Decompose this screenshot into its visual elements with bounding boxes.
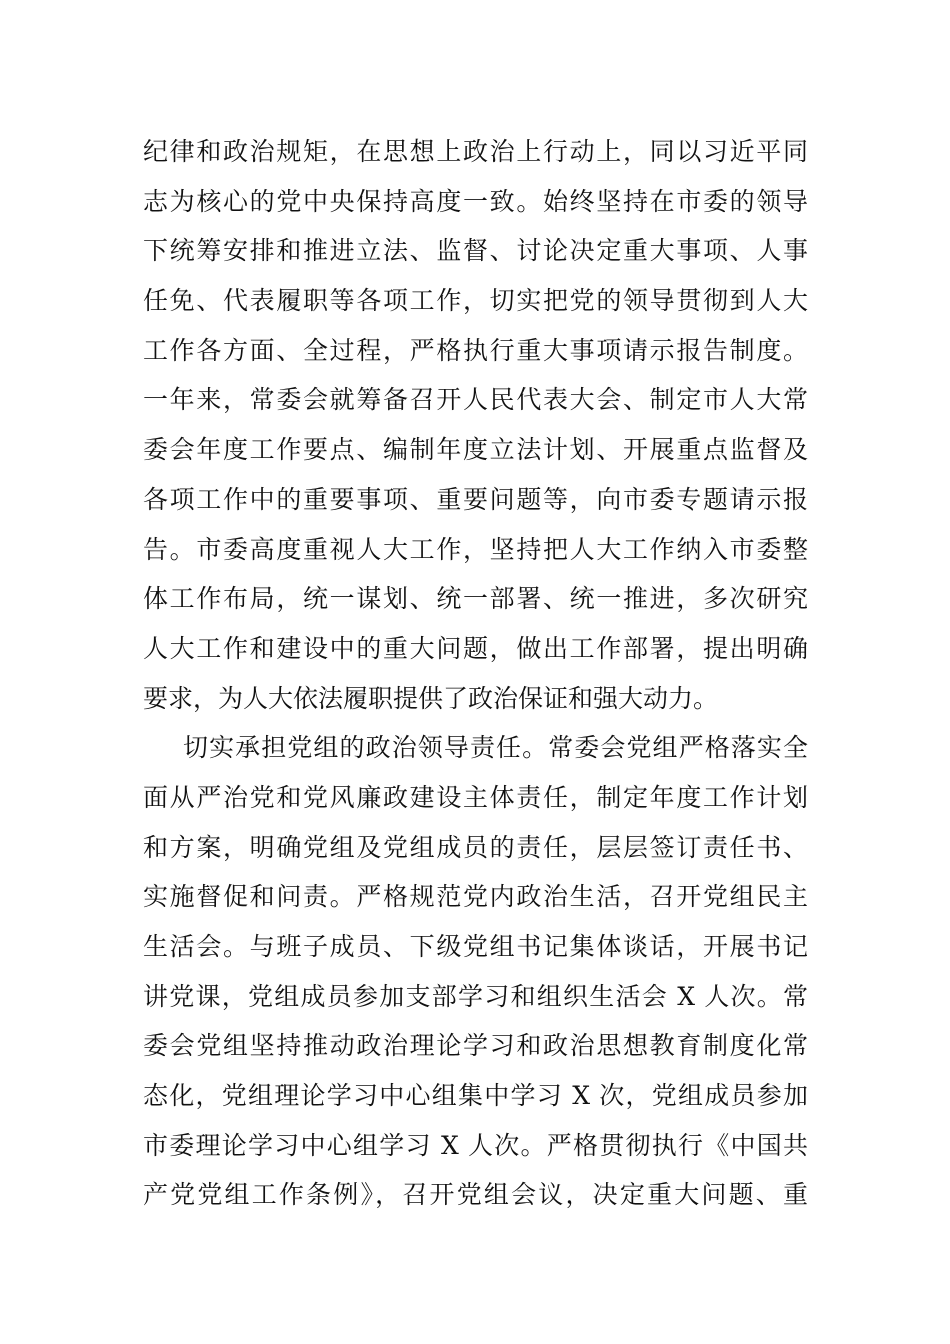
line-8: 各项工作中的重要事项、重要问题等，向市委专题请示报	[143, 484, 808, 514]
body-text	[143, 127, 808, 1220]
paragraph-2	[143, 723, 808, 1220]
line-9: 告。市委高度重视人大工作，坚持把人大工作纳入市委整	[143, 534, 808, 564]
line-10: 体工作布局，统一谋划、统一部署、统一推进，多次研究	[143, 584, 808, 614]
line-12: 要求，为人大依法履职提供了政治保证和强大动力。	[143, 683, 719, 713]
line-15: 和方案，明确党组及党组成员的责任，层层签订责任书、	[143, 832, 808, 862]
line-4: 任免、代表履职等各项工作，切实把党的领导贯彻到人大	[143, 286, 808, 316]
paragraph-1	[143, 127, 808, 723]
line-3: 下统筹安排和推进立法、监督、讨论决定重大事项、人事	[143, 236, 808, 266]
line-20: 态化，党组理论学习中心组集中学习 X 次，党组成员参加	[143, 1081, 808, 1111]
line-17: 生活会。与班子成员、下级党组书记集体谈话，开展书记	[143, 932, 808, 961]
line-6: 一年来，常委会就筹备召开人民代表大会、制定市人大常	[143, 385, 808, 415]
line-16: 实施督促和问责。严格规范党内政治生活，召开党组民主	[143, 882, 808, 912]
line-13: 切实承担党组的政治领导责任。常委会党组严格落实全	[183, 733, 808, 763]
line-5: 工作各方面、全过程，严格执行重大事项请示报告制度。	[143, 335, 808, 365]
line-22: 产党党组工作条例》，召开党组会议，决定重大问题、重	[143, 1180, 808, 1210]
line-7: 委会年度工作要点、编制年度立法计划、开展重点监督及	[143, 435, 808, 465]
line-11: 人大工作和建设中的重大问题，做出工作部署，提出明确	[143, 633, 808, 663]
line-19: 委会党组坚持推动政治理论学习和政治思想教育制度化常	[143, 1031, 808, 1061]
line-21: 市委理论学习中心组学习 X 人次。严格贯彻执行《中国共	[143, 1130, 808, 1160]
line-18: 讲党课，党组成员参加支部学习和组织生活会 X 人次。常	[143, 981, 808, 1011]
line-1: 纪律和政治规矩，在思想上政治上行动上，同以习近平同	[143, 137, 808, 166]
line-14: 面从严治党和党风廉政建设主体责任，制定年度工作计划	[143, 782, 808, 812]
line-2: 志为核心的党中央保持高度一致。始终坚持在市委的领导	[143, 186, 808, 216]
